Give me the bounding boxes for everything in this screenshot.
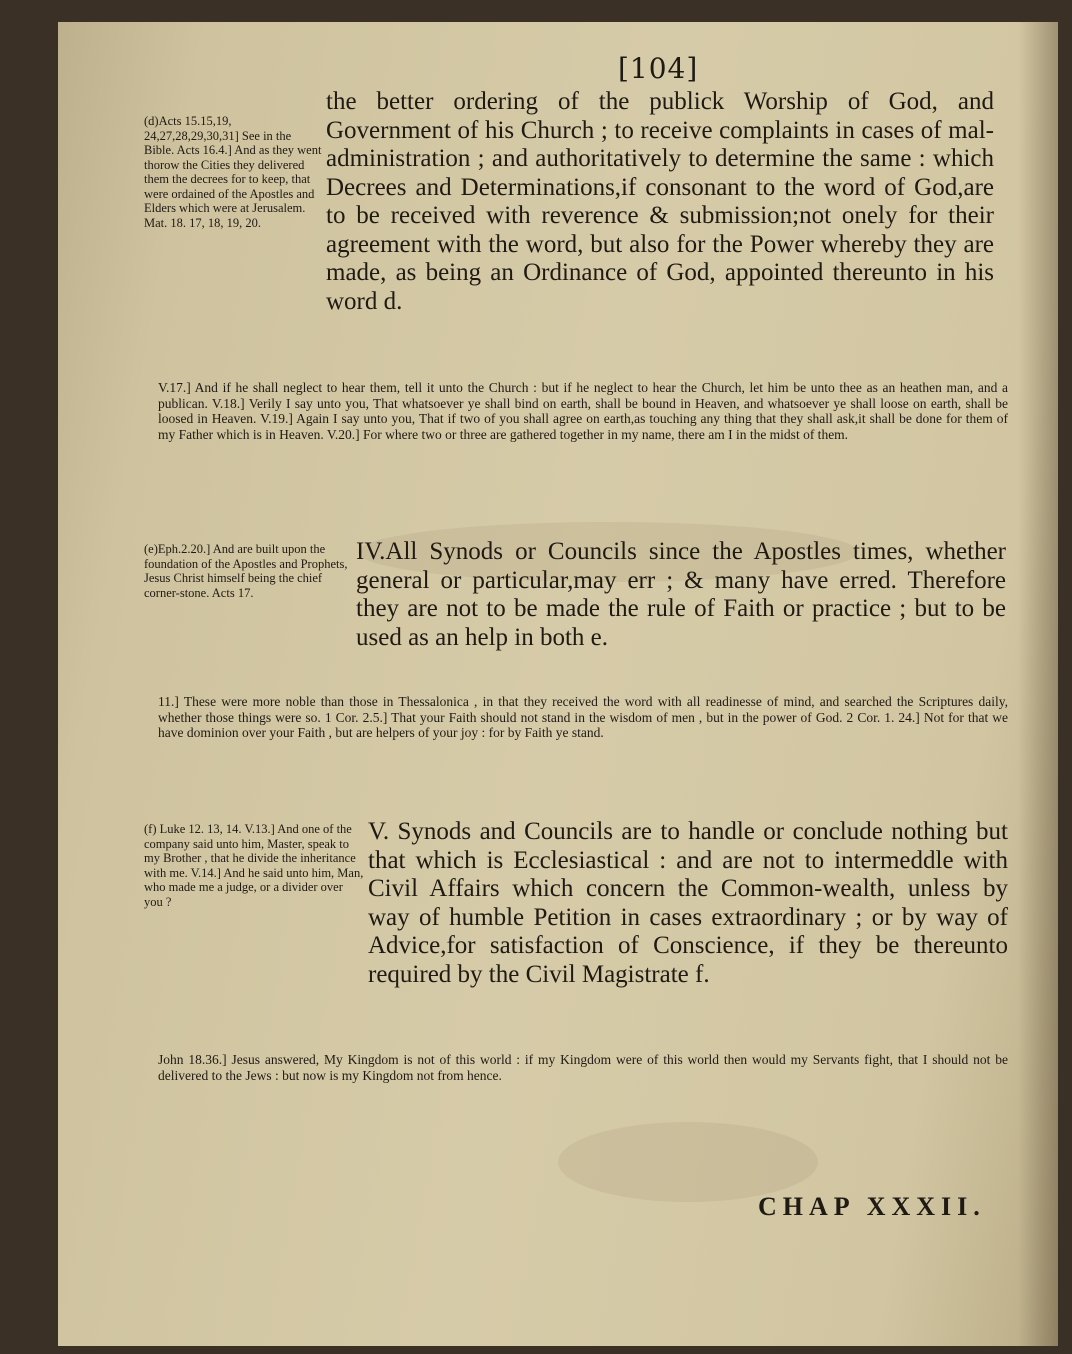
chapter-heading: CHAP XXXII. — [758, 1192, 986, 1221]
paragraph-civil-affairs: V. Synods and Councils are to handle or conclude nothing but that which is Ecclesiastical : and are not to intermeddle with Civil Affairs which concern the Common-wealth, unless by way of humble Petition in cases extraordinary ; or by way of Advice,for satisfaction of Conscience, if they be thereunto required by the Civil Magistrate f. — [368, 818, 1008, 988]
footnote-john-18: John 18.36.] Jesus answered, My Kingdom is not of this world : if my Kingdom were of this world then would my Servants fight, that I should not be delivered to the Jews : but now is my Kingdom not from hence. — [158, 1052, 1008, 1083]
book-page — [58, 22, 1058, 1346]
margin-note-d: (d)Acts 15.15,19, 24,27,28,29,30,31] See in the Bible. Acts 16.4.] And as they went thorow the Cities they delivered them the decrees for to keep, that were ordained of the Apostles and Elders which were at Jerusalem. Mat. 18. 17, 18, 19, 20. — [144, 114, 322, 230]
margin-note-f: (f) Luke 12. 13, 14. V.13.] And one of the company said unto him, Master, speak to my Brother , that he divide the inheritance with me. V.14.] And he said unto him, Man, who made me a judge, or a divider over you ? — [144, 822, 364, 909]
paragraph-councils-may-err: IV.All Synods or Councils since the Apostles times, whether general or particular,may err ; & many have erred. Therefore they are not to be made the rule of Faith or practice ; but to be used as an help in both e. — [356, 538, 1006, 651]
footnote-acts-17: 11.] These were more noble than those in Thessalonica , in that they received the word with all readinesse of mind, and searched the Scriptures daily, whether those things were so. 1 Cor. 2.5.] That your Faith should not stand in the wisdom of men , but in the power of God. 2 Cor. 1. 24.] Not for that we have dominion over your Faith , but are helpers of your joy : for by Faith ye stand. — [158, 694, 1008, 740]
footnote-matthew-18: V.17.] And if he shall neglect to hear them, tell it unto the Church : but if he neglect to hear the Church, let him be unto thee as an heathen man, and a publican. V.18.] Verily I say unto you, That whatsoever ye shall bind on earth, shall be bound in Heaven, and whatsoever ye shall loose on earth, shall be loosed in Heaven. V.19.] Again I say unto you, That if two of you shall agree on earth,as touching any thing that they shall ask,it shall be done for them of my Father which is in Heaven. V.20.] For where two or three are gathered together in my name, there am I in the midst of them. — [158, 380, 1008, 442]
bleed-through-smudge — [558, 1122, 818, 1202]
margin-note-e: (e)Eph.2.20.] And are built upon the foundation of the Apostles and Prophets, Jesus Christ himself being the chief corner-stone. Acts 17. — [144, 542, 348, 600]
paragraph-synods-decrees: the better ordering of the publick Worship of God, and Government of his Church ; to receive complaints in cases of mal-administration ; and authoritatively to determine the same : which Decrees and Determinations,if consonant to the word of God,are to be received with reverence & submission;not onely for their agreement with the word, but also for the Power whereby they are made, as being an Ordinance of God, appointed thereunto in his word d. — [326, 88, 994, 315]
page-fold-shadow — [1018, 22, 1058, 1346]
page-number: [104] — [618, 52, 699, 85]
